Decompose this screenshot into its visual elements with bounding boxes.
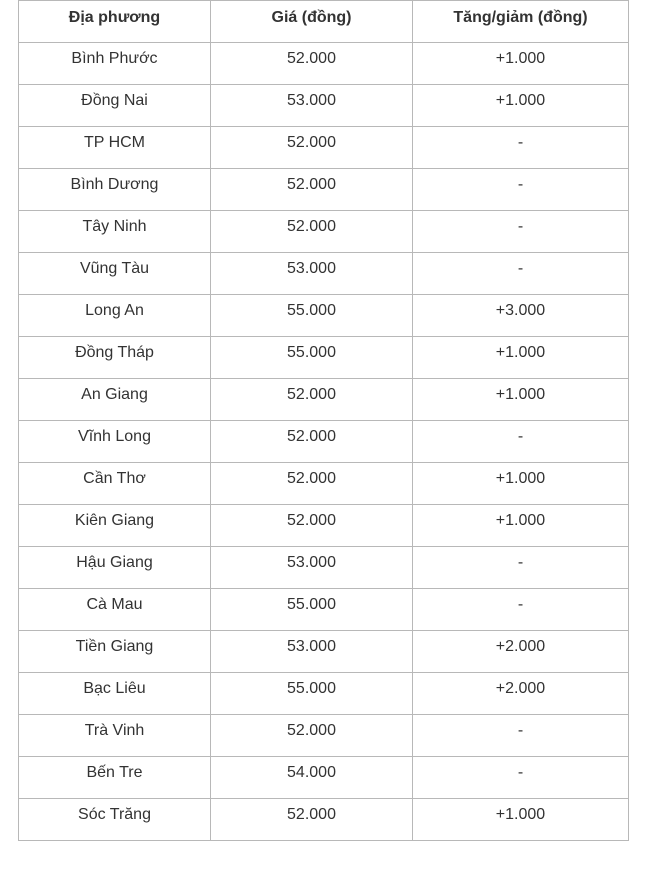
price-cell: 52.000 — [211, 715, 413, 757]
price-cell: 52.000 — [211, 505, 413, 547]
change-cell: - — [413, 127, 629, 169]
region-cell: An Giang — [19, 379, 211, 421]
region-cell: Tây Ninh — [19, 211, 211, 253]
price-cell: 53.000 — [211, 253, 413, 295]
change-cell: +1.000 — [413, 505, 629, 547]
header-region: Địa phương — [19, 1, 211, 43]
price-cell: 53.000 — [211, 85, 413, 127]
region-cell: Cà Mau — [19, 589, 211, 631]
table-row — [19, 421, 629, 463]
price-cell: 54.000 — [211, 757, 413, 799]
region-cell: Bình Phước — [19, 43, 211, 85]
table-row — [19, 589, 629, 631]
change-cell: +2.000 — [413, 673, 629, 715]
change-cell: +1.000 — [413, 43, 629, 85]
table-row — [19, 295, 629, 337]
table-row — [19, 715, 629, 757]
price-cell: 55.000 — [211, 673, 413, 715]
region-cell: Trà Vinh — [19, 715, 211, 757]
price-cell: 52.000 — [211, 379, 413, 421]
region-cell: Vũng Tàu — [19, 253, 211, 295]
region-cell: TP HCM — [19, 127, 211, 169]
price-cell: 52.000 — [211, 799, 413, 841]
region-cell: Cần Thơ — [19, 463, 211, 505]
table-row — [19, 463, 629, 505]
change-cell: - — [413, 547, 629, 589]
table-row — [19, 43, 629, 85]
table-row — [19, 505, 629, 547]
table-body — [19, 43, 629, 841]
change-cell: - — [413, 253, 629, 295]
price-cell: 55.000 — [211, 589, 413, 631]
price-cell: 52.000 — [211, 421, 413, 463]
header-price: Giá (đồng) — [211, 1, 413, 43]
change-cell: - — [413, 715, 629, 757]
header-row — [19, 1, 629, 43]
table-row — [19, 379, 629, 421]
table-row — [19, 169, 629, 211]
change-cell: - — [413, 169, 629, 211]
table-row — [19, 337, 629, 379]
region-cell: Long An — [19, 295, 211, 337]
price-cell: 55.000 — [211, 295, 413, 337]
table-row — [19, 211, 629, 253]
price-cell: 55.000 — [211, 337, 413, 379]
change-cell: +1.000 — [413, 799, 629, 841]
change-cell: +1.000 — [413, 463, 629, 505]
price-cell: 53.000 — [211, 547, 413, 589]
price-cell: 52.000 — [211, 211, 413, 253]
price-cell: 52.000 — [211, 43, 413, 85]
table-header — [19, 1, 629, 43]
change-cell: +1.000 — [413, 85, 629, 127]
table-row — [19, 799, 629, 841]
price-cell: 52.000 — [211, 127, 413, 169]
region-cell: Bến Tre — [19, 757, 211, 799]
table-row — [19, 127, 629, 169]
region-cell: Vĩnh Long — [19, 421, 211, 463]
table-row — [19, 85, 629, 127]
table-row — [19, 757, 629, 799]
region-cell: Tiền Giang — [19, 631, 211, 673]
price-cell: 52.000 — [211, 463, 413, 505]
pig-price-table — [18, 0, 629, 841]
table-row — [19, 631, 629, 673]
region-cell: Đồng Nai — [19, 85, 211, 127]
region-cell: Đồng Tháp — [19, 337, 211, 379]
region-cell: Sóc Trăng — [19, 799, 211, 841]
header-change: Tăng/giảm (đồng) — [413, 1, 629, 43]
price-cell: 53.000 — [211, 631, 413, 673]
price-cell: 52.000 — [211, 169, 413, 211]
region-cell: Bình Dương — [19, 169, 211, 211]
change-cell: - — [413, 757, 629, 799]
change-cell: +1.000 — [413, 379, 629, 421]
table-row — [19, 673, 629, 715]
change-cell: +2.000 — [413, 631, 629, 673]
change-cell: +1.000 — [413, 337, 629, 379]
table-row — [19, 547, 629, 589]
region-cell: Kiên Giang — [19, 505, 211, 547]
region-cell: Bạc Liêu — [19, 673, 211, 715]
change-cell: - — [413, 211, 629, 253]
change-cell: - — [413, 589, 629, 631]
change-cell: +3.000 — [413, 295, 629, 337]
change-cell: - — [413, 421, 629, 463]
table-row — [19, 253, 629, 295]
region-cell: Hậu Giang — [19, 547, 211, 589]
